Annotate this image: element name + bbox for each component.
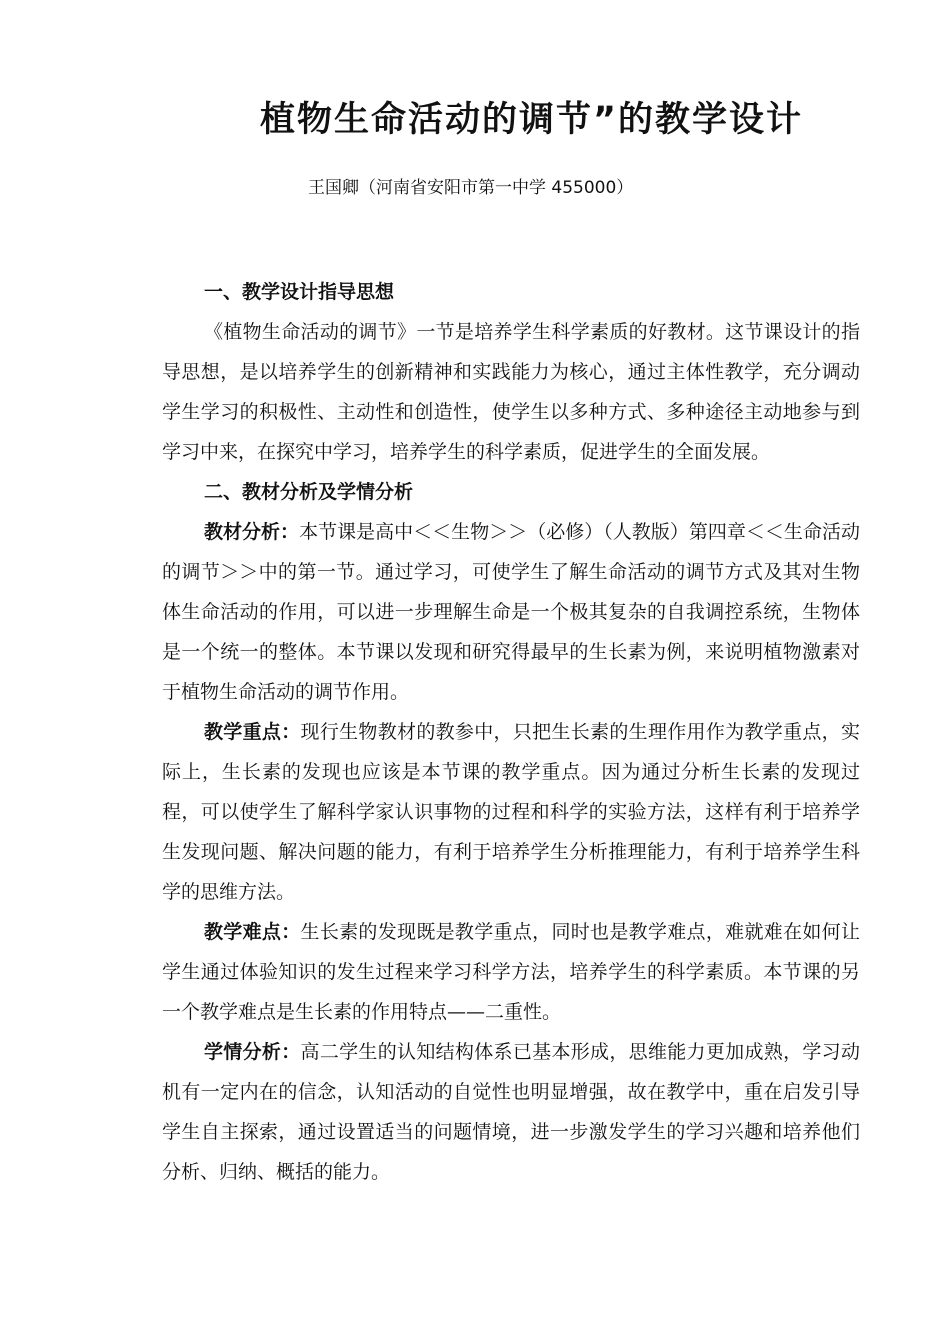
document-title: 植物生命活动的调节”的教学设计 <box>260 100 804 140</box>
paragraph-guiding-idea <box>162 312 860 472</box>
paragraph-text: 本节课是高中＜＜生物＞＞（必修）（人教版）第四章＜＜生命活动的调节＞＞中的第一节。通过学习，可使学生了解生命活动的调节方式及其对生物体生命活动的作用，可以进一步理解生命是一个极其复杂的自我调控系统，生物体是一个统一的整体。本节课以发现和研究得最早的生长素为例，来说明植物激素对于植物生命活动的调节作用。 <box>162 521 860 703</box>
paragraph-label: 教学难点： <box>204 921 301 943</box>
author-line: 王国卿（河南省安阳市第一中学 455000） <box>308 178 634 198</box>
paragraph-text: 高二学生的认知结构体系已基本形成，思维能力更加成熟，学习动机有一定内在的信念，认知活动的自觉性也明显增强，故在教学中，重在启发引导学生自主探索，通过设置适当的问题情境，进一步激发学生的学习兴趣和培养他们分析、归纳、概括的能力。 <box>162 1041 860 1183</box>
paragraph-key-points <box>162 712 860 912</box>
document-body <box>162 272 860 1192</box>
paragraph-text: 《植物生命活动的调节》一节是培养学生科学素质的好教材。这节课设计的指导思想，是以培养学生的创新精神和实践能力为核心，通过主体性教学，充分调动学生学习的积极性、主动性和创造性，使学生以多种方式、多种途径主动地参与到学习中来，在探究中学习，培养学生的科学素质，促进学生的全面发展。 <box>162 321 860 463</box>
paragraph-text: 现行生物教材的教参中，只把生长素的生理作用作为教学重点，实际上，生长素的发现也应该是本节课的教学重点。因为通过分析生长素的发现过程，可以使学生了解科学家认识事物的过程和科学的实验方法，这样有利于培养学生发现问题、解决问题的能力，有利于培养学生分析推理能力，有利于培养学生科学的思维方法。 <box>162 721 860 903</box>
paragraph-label: 学情分析： <box>204 1041 301 1063</box>
section-heading: 二、教材分析及学情分析 <box>204 481 414 503</box>
paragraph-label: 教学重点： <box>204 721 301 743</box>
paragraph-learner-analysis <box>162 1032 860 1192</box>
paragraph-text: 生长素的发现既是教学重点，同时也是教学难点，难就难在如何让学生通过体验知识的发生过程来学习科学方法，培养学生的科学素质。本节课的另一个教学难点是生长素的作用特点——二重性。 <box>162 921 860 1023</box>
section-heading: 一、教学设计指导思想 <box>204 281 395 303</box>
paragraph-textbook-analysis <box>162 512 860 712</box>
paragraph-difficulties <box>162 912 860 1032</box>
paragraph-label: 教材分析： <box>204 521 300 543</box>
